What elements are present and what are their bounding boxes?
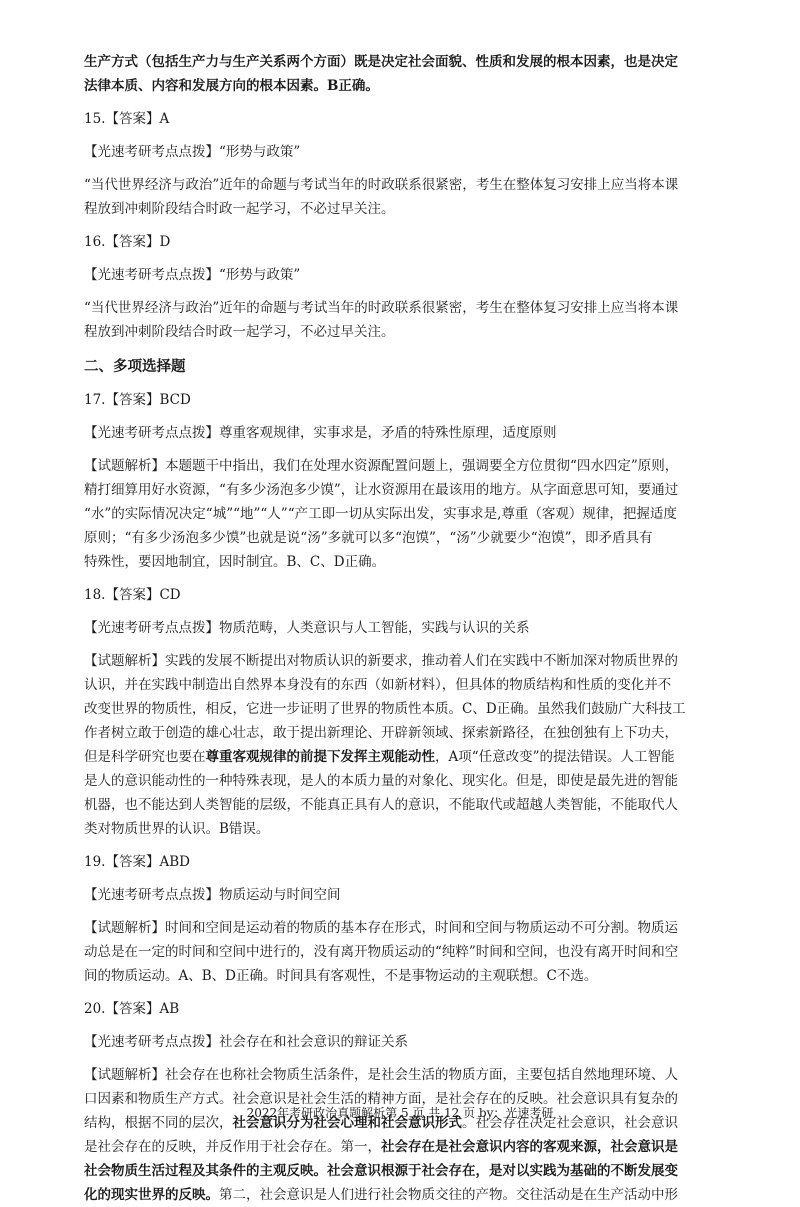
page-footer: 2022年考研政治真题解析第 5 页 共 12 页 by：光速考研 — [246, 1106, 554, 1120]
q19-line-1: 【试题解析】时间和空间是运动着的物质的基本存在形式，时间和空间与物质运动不可分割。物质运 — [84, 920, 678, 936]
q20-line-1: 【试题解析】社会存在也称社会物质生活条件，是社会生活的物质方面，主要包括自然地理环境、人 — [84, 1067, 678, 1083]
q18-line-4: 作者树立敢于创造的雄心壮志，敢于提出新理论、开辟新领域、探索新路径，在独创独有上下功夫， — [84, 725, 678, 741]
q19-answer: 19.【答案】ABD — [84, 854, 190, 870]
q18-line-7: 机器，也不能达到人类智能的层级，不能真正具有人的意识，不能取代或超越人类智能，不能取代人 — [84, 797, 678, 813]
q20-line-3-c: 。社会存在决定社会意识，社会意识 — [462, 1115, 678, 1131]
intro-line-1: 生产方式（包括生产力与生产关系两个方面）既是决定社会面貌、性质和发展的根本因素，也是决定 — [84, 54, 678, 70]
q17-line-2: 精打细算用好水资源，“有多少汤泡多少馍”，让水资源用在最该用的地方。从字面意思可知，要通过 — [84, 482, 679, 498]
q18-line-5-a: 但是科学研究也要在 — [84, 749, 206, 765]
q18-answer: 18.【答案】CD — [84, 587, 181, 603]
q15-point: 【光速考研考点点拨】“形势与政策” — [84, 144, 301, 160]
q20-line-4-a: 是社会存在的反映，并反作用于社会存在。第一， — [84, 1139, 381, 1155]
q16-text-2: 程放到冲刺阶段结合时政一起学习，不必过早关注。 — [84, 324, 395, 340]
q15-text-1: “当代世界经济与政治”近年的命题与考试当年的时政联系很紧密，考生在整体复习安排上应当将本课 — [84, 177, 679, 193]
intro-line-2: 法律本质、内容和发展方向的根本因素。B正确。 — [84, 78, 379, 94]
document-page — [84, 50, 724, 1207]
q18-line-1: 【试题解析】实践的发展不断提出对物质认识的新要求，推动着人们在实践中不断加深对物质世界的 — [84, 653, 678, 669]
q19-line-3: 间的物质运动。A、B、D正确。时间具有客观性，不是事物运动的主观联想。C不选。 — [84, 968, 598, 984]
q16-answer: 16.【答案】D — [84, 234, 171, 250]
q16-text-1: “当代世界经济与政治”近年的命题与考试当年的时政联系很紧密，考生在整体复习安排上应当将本课 — [84, 300, 679, 316]
q20-line-6-b: 第二，社会意识是人们进行社会物质交往的产物。交往活动是在生产活动中形 — [219, 1187, 678, 1203]
q15-text-2: 程放到冲刺阶段结合时政一起学习，不必过早关注。 — [84, 201, 395, 217]
q20-line-3-bold: 社会意识分为社会心理和社会意识形式 — [232, 1115, 462, 1131]
q17-answer: 17.【答案】BCD — [84, 392, 191, 408]
q20-line-6-bold: 化的现实世界的反映。 — [84, 1187, 219, 1203]
q18-line-6: 是人的意识能动性的一种特殊表现，是人的本质力量的对象化、现实化。但是，即使是最先进的智能 — [84, 773, 678, 789]
q18-line-5 — [84, 745, 724, 769]
q18-line-2: 认识，并在实践中制造出自然界本身没有的东西（如新材料），但具体的物质结构和性质的变化并不 — [84, 677, 672, 693]
q17-line-1: 【试题解析】本题题干中指出，我们在处理水资源配置问题上，强调要全方位贯彻“四水四定”原则， — [84, 458, 679, 474]
q20-line-5: 社会物质生活过程及其条件的主观反映。社会意识根源于社会存在，是对以实践为基础的不断发展变 — [84, 1163, 678, 1179]
q16-point: 【光速考研考点点拨】“形势与政策” — [84, 267, 301, 283]
q20-line-6 — [84, 1183, 724, 1207]
q17-point: 【光速考研考点点拨】尊重客观规律，实事求是，矛盾的特殊性原理，适度原则 — [84, 425, 557, 441]
q17-line-4: 原则；“有多少汤泡多少馍”也就是说“汤”多就可以多“泡馍”，“汤”少就要少“泡馍”，即矛盾具有 — [84, 530, 653, 546]
q20-line-3-a: 结构，根据不同的层次， — [84, 1115, 233, 1131]
q17-line-3: “水”的实际情况决定“城”“地”“人”“产工即一切从实际出发，实事求是,尊重（客观）规律，把握适度 — [84, 506, 677, 522]
q20-answer: 20.【答案】AB — [84, 1001, 180, 1017]
q20-line-2: 口因素和物质生产方式。社会意识是社会生活的精神方面，是社会存在的反映。社会意识具有复杂的 — [84, 1091, 678, 1107]
q17-line-5: 特殊性，要因地制宜，因时制宜。B、C、D正确。 — [84, 554, 386, 570]
q20-line-4-bold: 社会存在是社会意识内容的客观来源，社会意识是 — [381, 1139, 678, 1155]
q20-line-4 — [84, 1135, 724, 1159]
q20-point: 【光速考研考点点拨】社会存在和社会意识的辩证关系 — [84, 1034, 408, 1050]
q18-line-3: 改变世界的物质性，相反，它进一步证明了世界的物质性本质。C、D正确。虽然我们鼓励广大科技工 — [84, 701, 686, 717]
q18-line-8: 类对物质世界的认识。B错误。 — [84, 821, 270, 837]
section-heading: 二、多项选择题 — [84, 358, 186, 375]
q19-line-2: 动总是在一定的时间和空间中进行的，没有离开物质运动的“纯粹”时间和空间，也没有离开时间和空 — [84, 944, 679, 960]
q19-point: 【光速考研考点点拨】物质运动与时间空间 — [84, 887, 341, 903]
q15-answer: 15.【答案】A — [84, 111, 170, 127]
q18-point: 【光速考研考点点拨】物质范畴，人类意识与人工智能，实践与认识的关系 — [84, 620, 530, 636]
q18-line-5-bold: 尊重客观规律的前提下发挥主观能动性 — [205, 749, 435, 765]
q18-line-5-c: ，A项“任意改变”的提法错误。人工智能 — [435, 749, 675, 765]
